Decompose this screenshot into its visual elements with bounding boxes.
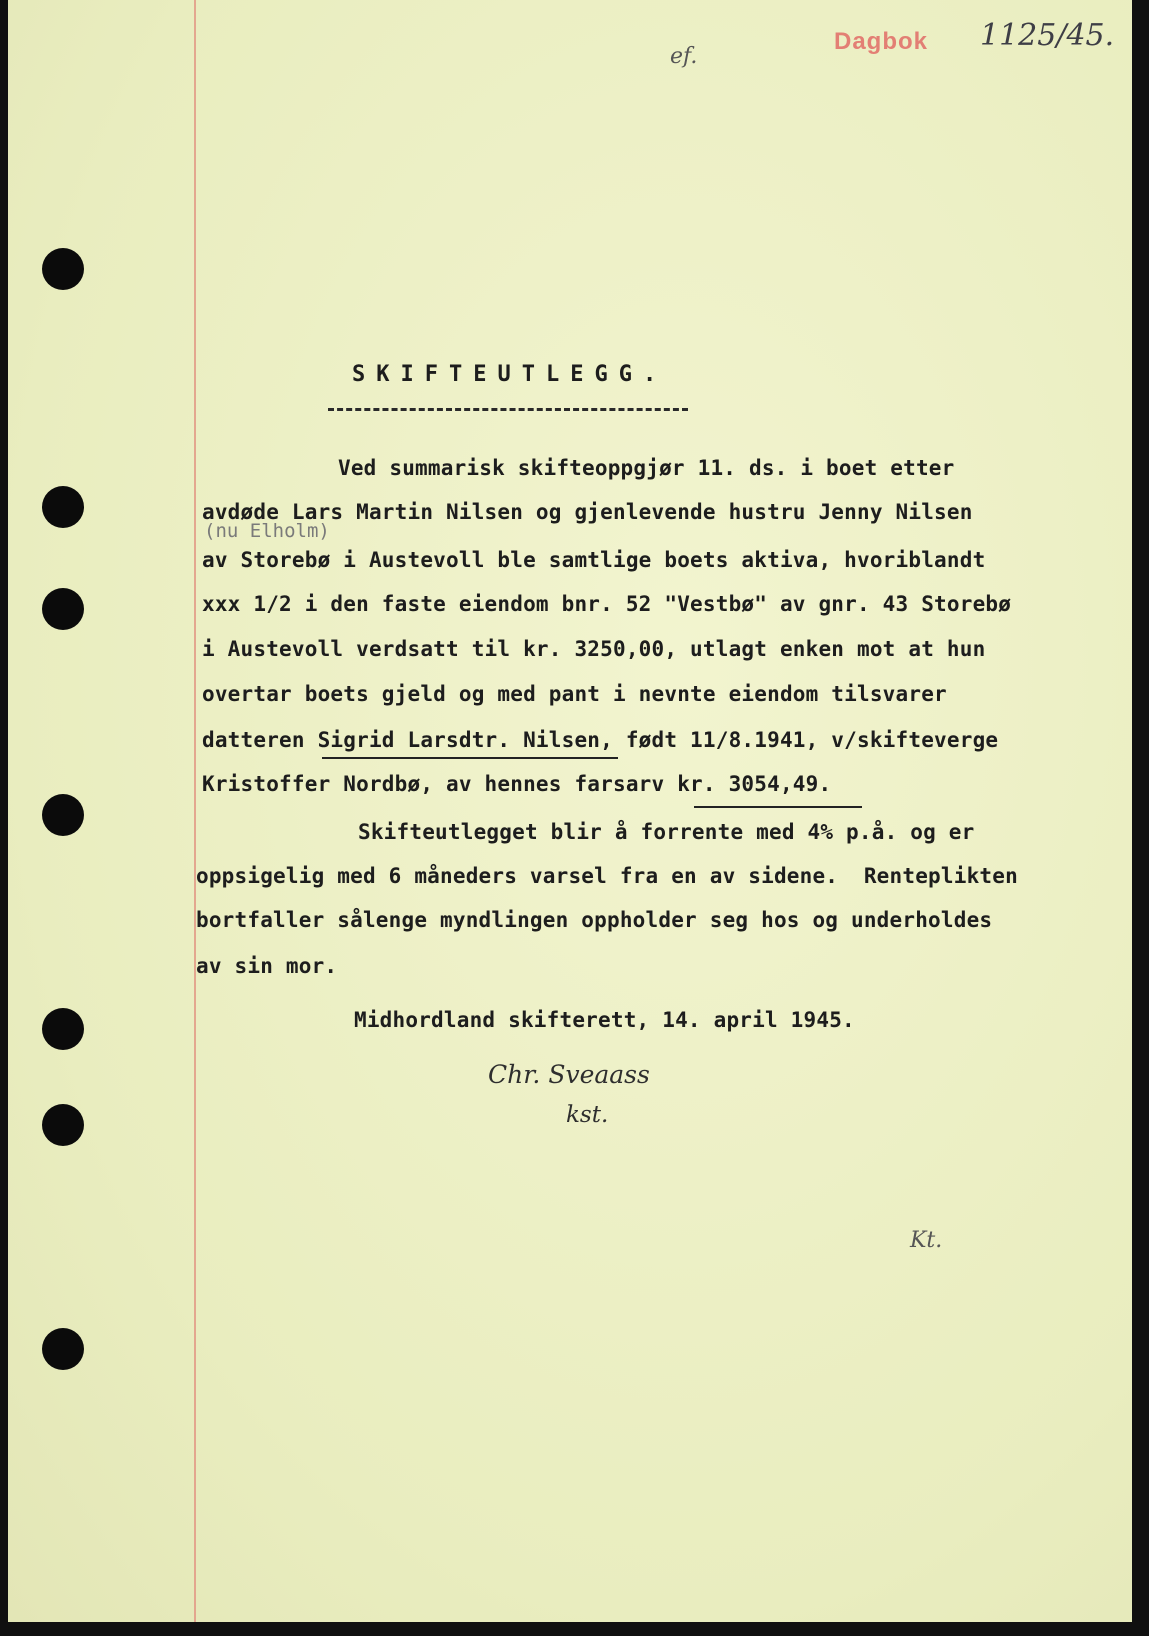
body-line: overtar boets gjeld og med pant i nevnte eiendom tilsvarer xyxy=(202,682,947,706)
amount-underline xyxy=(694,806,862,808)
title-underline xyxy=(328,408,688,411)
folio-number: 1125/45. xyxy=(980,18,1115,53)
body-line: avdøde Lars Martin Nilsen og gjenlevende hustru Jenny Nilsen xyxy=(202,500,973,524)
document-title: SKIFTEUTLEGG. xyxy=(352,362,668,387)
dagbok-stamp: Dagbok xyxy=(834,28,929,55)
punch-hole xyxy=(42,1008,84,1050)
signature-title: kst. xyxy=(566,1102,609,1128)
signature: Chr. Sveaass xyxy=(488,1060,650,1089)
body-line: bortfaller sålenge myndlingen oppholder seg hos og underholdes xyxy=(196,908,993,932)
body-line: Ved summarisk skifteoppgjør 11. ds. i boet etter xyxy=(338,456,955,480)
margin-line xyxy=(194,0,196,1622)
body-line: av Storebø i Austevoll ble samtlige boets aktiva, hvoriblandt xyxy=(202,548,986,572)
punch-hole xyxy=(42,794,84,836)
clerk-initials: ef. xyxy=(670,44,698,69)
punch-hole xyxy=(42,486,84,528)
body-line: Skifteutlegget blir å forrente med 4% p.å. og er xyxy=(358,820,975,844)
bottom-initials: Kt. xyxy=(910,1228,943,1253)
body-line: i Austevoll verdsatt til kr. 3250,00, utlagt enken mot at hun xyxy=(202,637,986,661)
place-date: Midhordland skifterett, 14. april 1945. xyxy=(354,1008,855,1032)
punch-hole xyxy=(42,1328,84,1370)
body-line: datteren Sigrid Larsdtr. Nilsen, født 11/8.1941, v/skifteverge xyxy=(202,728,999,752)
body-line: av sin mor. xyxy=(196,954,338,978)
name-annotation: (nu Elholm) xyxy=(204,520,330,542)
body-line: oppsigelig med 6 måneders varsel fra en av sidene. Renteplikten xyxy=(196,864,1018,888)
punch-hole xyxy=(42,1104,84,1146)
punch-hole xyxy=(42,588,84,630)
body-line: Kristoffer Nordbø, av hennes farsarv kr. 3054,49. xyxy=(202,772,832,796)
paper-sheet xyxy=(8,0,1132,1622)
body-line: xxx 1/2 i den faste eiendom bnr. 52 "Vestbø" av gnr. 43 Storebø xyxy=(202,592,1012,616)
punch-hole xyxy=(42,248,84,290)
name-underline xyxy=(322,757,618,759)
